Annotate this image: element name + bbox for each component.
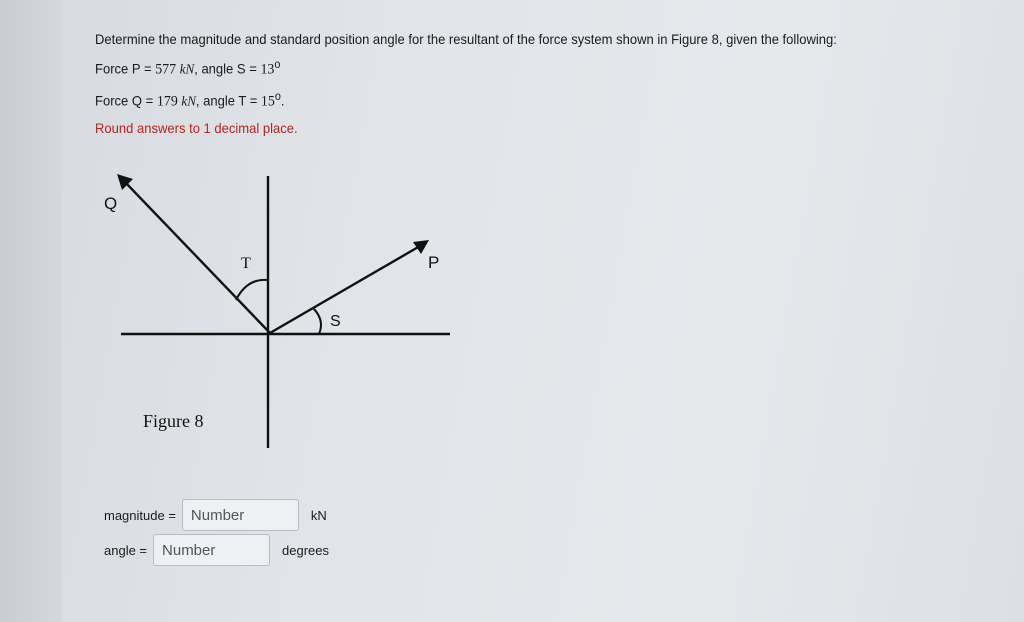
force-p-angle-label: , angle S = bbox=[194, 60, 261, 77]
force-p-line bbox=[95, 52, 837, 84]
force-q-degree: o bbox=[274, 89, 281, 103]
rounding-instruction: Round answers to 1 decimal place. bbox=[95, 120, 298, 137]
magnitude-row bbox=[104, 499, 327, 531]
question-text bbox=[95, 26, 837, 141]
force-p-degree: o bbox=[274, 58, 281, 71]
label-q: Q bbox=[104, 194, 118, 213]
left-shade bbox=[0, 0, 62, 622]
label-p: P bbox=[428, 253, 440, 272]
angle-label: angle = bbox=[104, 542, 148, 558]
force-q-end: . bbox=[280, 92, 285, 109]
force-p-value: 577 bbox=[155, 61, 177, 78]
force-q-prefix: Force Q = bbox=[95, 92, 157, 109]
force-p-unit: kN bbox=[179, 62, 195, 78]
magnitude-input[interactable] bbox=[182, 499, 299, 531]
label-t: T bbox=[241, 255, 251, 272]
force-p-prefix: Force P = bbox=[95, 60, 156, 77]
force-p-arrowhead bbox=[413, 240, 429, 254]
question-prompt: Determine the magnitude and standard position angle for the resultant of the force system shown in Figure 8, given the following: bbox=[95, 31, 837, 47]
angle-input[interactable] bbox=[153, 534, 270, 566]
magnitude-label: magnitude = bbox=[104, 507, 176, 523]
angle-t-arc bbox=[236, 280, 268, 300]
figure-caption: Figure 8 bbox=[143, 411, 204, 431]
force-q-angle-value: 15 bbox=[260, 93, 275, 110]
label-s: S bbox=[330, 313, 341, 330]
force-q-angle-label: , angle T = bbox=[195, 92, 261, 109]
force-p-angle-value: 13 bbox=[260, 61, 275, 78]
magnitude-unit: kN bbox=[310, 507, 327, 523]
force-q-unit: kN bbox=[181, 94, 196, 110]
angle-unit: degrees bbox=[282, 542, 329, 558]
angle-s-arc bbox=[313, 308, 321, 334]
force-q-value: 179 bbox=[156, 93, 178, 110]
force-diagram bbox=[95, 168, 465, 458]
angle-row bbox=[104, 534, 329, 566]
force-p-vector bbox=[270, 246, 420, 333]
force-q-line bbox=[95, 84, 837, 116]
